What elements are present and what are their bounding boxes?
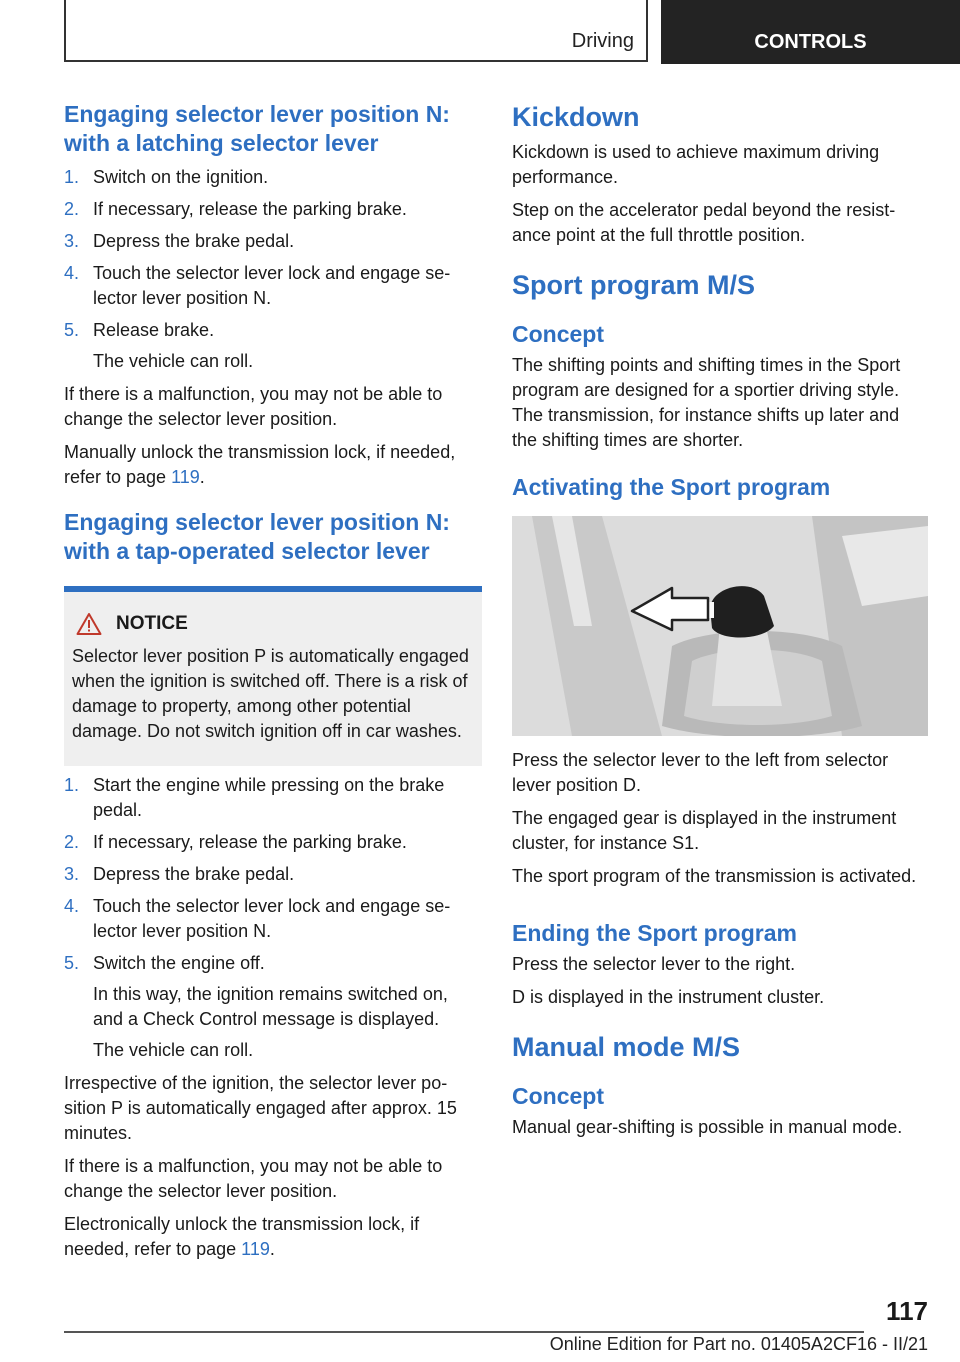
page-number: 117 xyxy=(886,1296,928,1326)
paragraph: Irrespective of the ignition, the selector lever position P is automatically engaged after approx. 15 minutes. xyxy=(64,1073,457,1143)
paragraph: Step on the accelerator pedal beyond the resistance point at the full throttle position. xyxy=(512,200,896,245)
paragraph: D is displayed in the instrument cluster. xyxy=(512,987,825,1007)
step-note: The vehicle can roll. xyxy=(93,351,254,371)
steps-latching xyxy=(64,165,482,374)
heading-sport-program: Sport program M/S xyxy=(512,270,756,300)
chapter-tab xyxy=(64,0,648,62)
heading-tap-operated: Engaging selector lever position N: with a tap-operated selector lever xyxy=(64,509,450,564)
page-link[interactable]: 119 xyxy=(171,467,200,487)
list-item: 3. Depress the brake pedal. xyxy=(64,231,295,251)
paragraph: Press the selector lever to the left from selector lever position D. xyxy=(512,750,889,795)
notice-text: Selector lever position P is automatically engaged when the ignition is switched off. There is a risk of damage to property, among other potential damage. Do not switch ignition off in car washes. xyxy=(72,646,469,741)
edition-note: Online Edition for Part no. 01405A2CF16 - II/21 xyxy=(549,1334,928,1354)
list-item: 5. Release brake. The vehicle can roll. xyxy=(64,318,482,374)
paragraph: Manually unlock the transmission lock, if needed, refer to page 119. xyxy=(64,442,456,487)
list-item: 2. If necessary, release the parking brake. xyxy=(64,199,407,219)
list-item: 5. Switch the engine off. In this way, the ignition remains switched on, and a Check Control message is displayed. The vehicle can roll. xyxy=(64,951,482,1063)
list-item: 3. Depress the brake pedal. xyxy=(64,864,295,884)
list-item: 4. Touch the selector lever lock and engage selector lever position N. xyxy=(64,263,451,308)
paragraph: If there is a malfunction, you may not be able to change the selector lever position. xyxy=(64,1156,443,1201)
list-item: 1. Start the engine while pressing on the brake pedal. xyxy=(64,775,445,820)
warning-triangle-icon xyxy=(76,612,102,636)
chapter-title: Driving xyxy=(571,30,634,52)
notice-title: NOTICE xyxy=(116,613,188,634)
step-note: The vehicle can roll. xyxy=(93,1040,254,1060)
step-note: In this way, the ignition remains switched on, and a Check Control message is displayed. xyxy=(93,984,448,1029)
paragraph: Kickdown is used to achieve maximum driving performance. xyxy=(512,142,880,187)
heading-concept: Concept xyxy=(512,321,604,347)
list-item: 4. Touch the selector lever lock and engage selector lever position N. xyxy=(64,896,451,941)
page-header xyxy=(0,0,960,66)
heading-latching: Engaging selector lever position N: with a latching selector lever xyxy=(64,101,450,156)
heading-manual-mode: Manual mode M/S xyxy=(512,1032,741,1062)
paragraph: The engaged gear is displayed in the instrument cluster, for instance S1. xyxy=(512,808,897,853)
notice-box xyxy=(64,592,482,766)
heading-concept: Concept xyxy=(512,1083,604,1109)
heading-activating: Activating the Sport program xyxy=(512,474,831,500)
heading-ending: Ending the Sport program xyxy=(512,920,797,946)
section-title: CONTROLS xyxy=(661,0,960,64)
selector-lever-illustration xyxy=(512,516,928,736)
heading-kickdown: Kickdown xyxy=(512,102,640,132)
paragraph: Electronically unlock the transmission lock, if needed, refer to page 119. xyxy=(64,1214,420,1259)
paragraph: If there is a malfunction, you may not be able to change the selector lever position. xyxy=(64,384,443,429)
paragraph: Manual gear-shifting is possible in manual mode. xyxy=(512,1117,903,1137)
right-column xyxy=(512,100,928,1140)
paragraph: The sport program of the transmission is activated. xyxy=(512,866,917,886)
paragraph: The shifting points and shifting times in the Sport program are designed for a sportier driving style. The transmission, for instance shifts up later and the shifting times are shorter. xyxy=(512,355,901,450)
footer-divider xyxy=(64,1331,864,1333)
left-column xyxy=(64,100,482,1262)
paragraph: Press the selector lever to the right. xyxy=(512,954,796,974)
list-item: 1. Switch on the ignition. xyxy=(64,167,269,187)
steps-tap-operated xyxy=(64,773,482,1063)
list-item: 2. If necessary, release the parking brake. xyxy=(64,832,407,852)
page-link[interactable]: 119 xyxy=(241,1239,270,1259)
